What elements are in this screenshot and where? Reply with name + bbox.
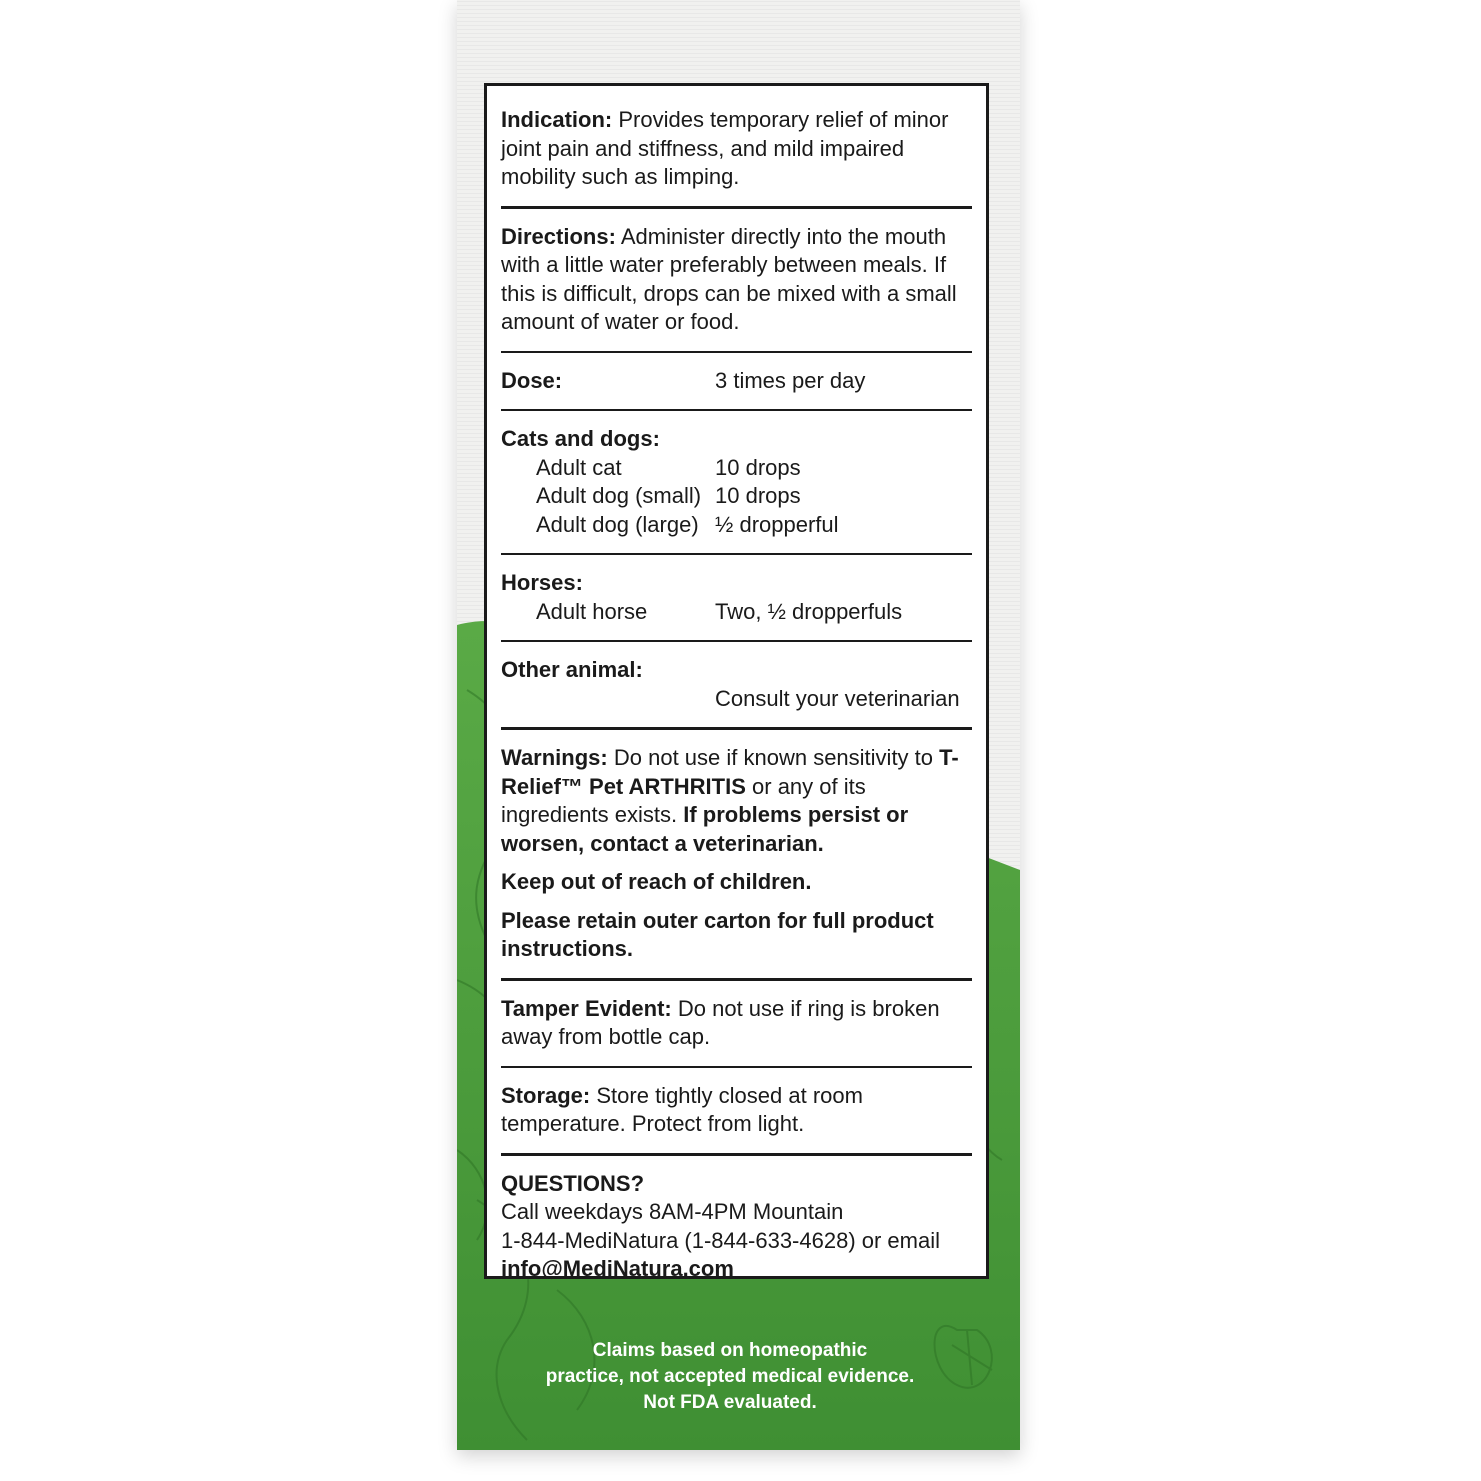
- horses-heading: Horses:: [501, 570, 583, 595]
- indication-text: Provides temporary relief of minor joint pain and stiffness, and mild impaired mobility such as limping.: [501, 107, 949, 189]
- claims-line: Not FDA evaluated.: [643, 1392, 817, 1413]
- warnings-text-2: or any of its ingredients exists.: [501, 773, 866, 827]
- horses-section: [501, 569, 972, 642]
- warnings-paragraph: [501, 744, 972, 858]
- product-name: T-Relief™ Pet ARTHRITIS: [501, 745, 959, 799]
- indication-heading: Indication:: [501, 107, 613, 132]
- directions-section: [501, 223, 972, 353]
- dose-amount: Two, ½ dropperfuls: [715, 598, 903, 624]
- dose-table-row: [501, 454, 972, 483]
- storage-text: Store tightly closed at room temperature. Protect from light.: [501, 1082, 863, 1136]
- indication-section: [501, 106, 972, 209]
- other-animal-value: Consult your veterinarian: [715, 685, 960, 711]
- storage-section: [501, 1082, 972, 1156]
- warnings-bold-text: If problems persist or worsen, contact a veterinarian.: [501, 802, 909, 856]
- dose-table-row: [501, 482, 972, 511]
- questions-section: [501, 1170, 972, 1298]
- other-animal-section: [501, 656, 972, 730]
- dose-row: [501, 367, 972, 396]
- cats-dogs-heading: Cats and dogs:: [501, 426, 660, 451]
- animal-label: Adult dog (small): [536, 483, 702, 508]
- storage-heading: Storage:: [501, 1082, 591, 1108]
- animal-label: Adult horse: [536, 598, 648, 624]
- claims-line: Claims based on homeopathic: [592, 1340, 868, 1361]
- other-animal-heading: Other animal:: [501, 657, 643, 682]
- questions-hours: Call weekdays 8AM-4PM Mountain: [501, 1199, 844, 1224]
- questions-heading: QUESTIONS?: [501, 1170, 645, 1196]
- directions-text: Administer directly into the mouth with a little water preferably between meals. If this is difficult, drops can be mixed with a small amount of water or food.: [501, 223, 957, 334]
- animal-label: Adult cat: [536, 454, 622, 480]
- label-info-panel: [484, 83, 989, 1279]
- warnings-heading: Warnings:: [501, 745, 608, 770]
- dose-heading: Dose:: [501, 367, 563, 393]
- warnings-section: [501, 744, 972, 981]
- questions-email: info@MediNatura.com: [501, 1256, 734, 1281]
- keep-out-notice: Keep out of reach of children.: [501, 869, 812, 894]
- cats-dogs-section: [501, 425, 972, 555]
- homeopathic-claims-notice: [540, 1338, 920, 1416]
- dose-section: [501, 367, 972, 412]
- directions-heading: Directions:: [501, 223, 616, 249]
- retain-carton-notice: Please retain outer carton for full product instructions.: [501, 907, 934, 961]
- claims-line: practice, not accepted medical evidence.: [545, 1366, 915, 1387]
- dose-amount: ½ dropperful: [715, 511, 839, 537]
- other-animal-row: [501, 685, 972, 714]
- dose-table-row: [501, 511, 972, 540]
- questions-phone: 1-844-MediNatura (1-844-633-4628) or email: [501, 1227, 941, 1253]
- tamper-text: Do not use if ring is broken away from bottle cap.: [501, 995, 940, 1049]
- tamper-section: [501, 995, 972, 1068]
- dose-value: 3 times per day: [715, 367, 866, 393]
- animal-label: Adult dog (large): [536, 511, 699, 537]
- warnings-text: Do not use if known sensitivity to: [613, 745, 934, 770]
- dose-table-row: [501, 598, 972, 627]
- dose-amount: 10 drops: [715, 483, 801, 508]
- tamper-heading: Tamper Evident:: [501, 995, 672, 1021]
- dose-amount: 10 drops: [715, 454, 801, 480]
